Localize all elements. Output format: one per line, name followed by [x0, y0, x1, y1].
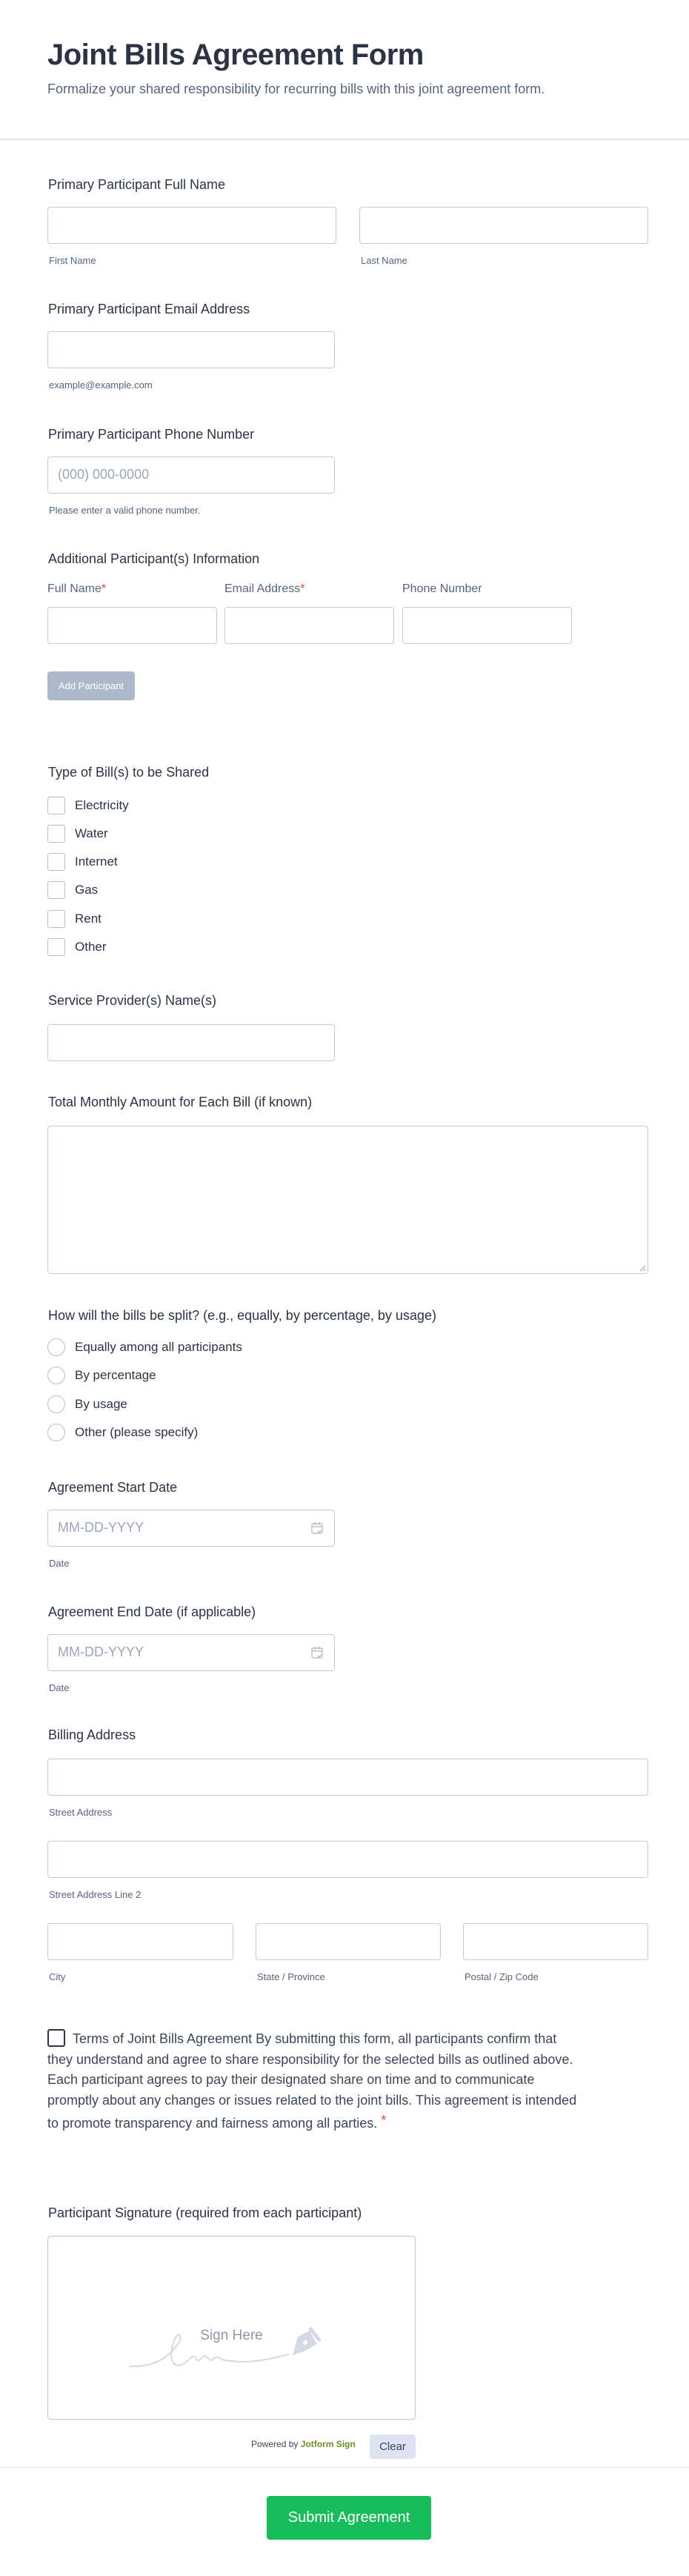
- radio-circle[interactable]: [47, 1395, 65, 1413]
- powered-by: Powered by Jotform Sign: [251, 2439, 356, 2449]
- primary-phone-label: Primary Participant Phone Number: [48, 427, 255, 442]
- radio-other[interactable]: Other (please specify): [47, 1424, 198, 1441]
- checkbox-box[interactable]: [47, 938, 65, 956]
- radio-circle[interactable]: [47, 1338, 65, 1356]
- add-participant-button[interactable]: Add Participant: [47, 671, 135, 700]
- providers-label: Service Provider(s) Name(s): [48, 993, 217, 1008]
- required-mark: *: [381, 2113, 387, 2128]
- state-input[interactable]: [256, 1923, 441, 1960]
- checkbox-water[interactable]: Water: [47, 825, 108, 843]
- end-date-placeholder: MM-DD-YYYY: [58, 1644, 144, 1659]
- submit-button[interactable]: Submit Agreement: [267, 2496, 431, 2540]
- checkbox-other[interactable]: Other: [47, 938, 107, 956]
- resize-handle-icon[interactable]: [639, 1264, 646, 1272]
- signature-label: Participant Signature (required from each participant): [48, 2205, 362, 2220]
- calendar-icon[interactable]: [310, 1646, 324, 1659]
- checkbox-box[interactable]: [47, 797, 65, 814]
- city-sublabel: City: [49, 1971, 66, 1982]
- zip-sublabel: Postal / Zip Code: [465, 1971, 539, 1982]
- participant-name-input[interactable]: [47, 607, 217, 644]
- split-label: How will the bills be split? (e.g., equally, by percentage, by usage): [48, 1308, 436, 1323]
- city-input[interactable]: [47, 1923, 233, 1960]
- amounts-label: Total Monthly Amount for Each Bill (if known): [48, 1095, 313, 1109]
- phone-placeholder: (000) 000-0000: [58, 467, 150, 482]
- col-phone: Phone Number: [402, 582, 482, 595]
- form-title: Joint Bills Agreement Form: [47, 39, 424, 71]
- street-input[interactable]: [47, 1759, 648, 1796]
- last-name-sublabel: Last Name: [361, 255, 407, 266]
- zip-input[interactable]: [463, 1923, 648, 1960]
- form-subtitle: Formalize your shared responsibility for recurring bills with this joint agreement form.: [47, 82, 545, 96]
- col-full-name: Full Name*: [47, 582, 107, 595]
- radio-percentage[interactable]: By percentage: [47, 1367, 156, 1384]
- terms-checkbox[interactable]: [47, 2029, 65, 2047]
- amounts-textarea[interactable]: [47, 1126, 648, 1274]
- checkbox-box[interactable]: [47, 825, 65, 843]
- clear-signature-button[interactable]: Clear: [370, 2434, 416, 2459]
- address-label: Billing Address: [48, 1727, 136, 1742]
- signature-pad[interactable]: [47, 2236, 416, 2420]
- terms-checkbox-field: [47, 2029, 581, 2134]
- start-date-placeholder: MM-DD-YYYY: [58, 1520, 144, 1535]
- start-date-input[interactable]: [47, 1510, 335, 1547]
- checkbox-gas[interactable]: Gas: [47, 881, 98, 899]
- header-divider: [0, 139, 689, 140]
- street-sublabel: Street Address: [49, 1807, 113, 1818]
- street2-sublabel: Street Address Line 2: [49, 1889, 142, 1900]
- terms-text: Terms of Joint Bills Agreement By submitting this form, all participants confirm that they understand and agree to share responsibility for the selected bills as outlined above. Each participant agrees to pay their designated share on time and to communicate promptly about any changes or issues related to the joint bills. This agreement is intended to promote transparency and fairness among all parties.: [47, 2031, 577, 2131]
- phone-sublabel: Please enter a valid phone number.: [49, 505, 201, 516]
- radio-equally[interactable]: Equally among all participants: [47, 1338, 242, 1356]
- email-sublabel: example@example.com: [49, 379, 153, 391]
- phone-input[interactable]: [47, 457, 335, 494]
- col-email: Email Address*: [224, 582, 305, 595]
- start-date-sublabel: Date: [49, 1558, 70, 1569]
- footer-divider: [0, 2467, 689, 2468]
- checkbox-electricity[interactable]: Electricity: [47, 797, 129, 814]
- primary-email-label: Primary Participant Email Address: [48, 302, 250, 316]
- checkbox-internet[interactable]: Internet: [47, 853, 118, 871]
- street2-input[interactable]: [47, 1841, 648, 1878]
- calendar-icon[interactable]: [310, 1521, 324, 1535]
- bill-types-label: Type of Bill(s) to be Shared: [48, 765, 210, 780]
- end-date-label: Agreement End Date (if applicable): [48, 1604, 256, 1619]
- jotform-sign-link[interactable]: Jotform Sign: [300, 2439, 356, 2449]
- state-sublabel: State / Province: [257, 1971, 325, 1982]
- checkbox-box[interactable]: [47, 881, 65, 899]
- last-name-input[interactable]: [359, 207, 648, 244]
- start-date-label: Agreement Start Date: [48, 1480, 178, 1495]
- checkbox-rent[interactable]: Rent: [47, 910, 101, 928]
- radio-usage[interactable]: By usage: [47, 1395, 127, 1413]
- sign-here-text: Sign Here: [200, 2328, 263, 2343]
- primary-name-label: Primary Participant Full Name: [48, 177, 226, 192]
- participant-phone-input[interactable]: [402, 607, 572, 644]
- radio-circle[interactable]: [47, 1367, 65, 1384]
- first-name-input[interactable]: [47, 207, 336, 244]
- first-name-sublabel: First Name: [49, 255, 96, 266]
- end-date-input[interactable]: [47, 1634, 335, 1671]
- signature-pen-icon: [126, 2322, 333, 2377]
- checkbox-box[interactable]: [47, 910, 65, 928]
- additional-label: Additional Participant(s) Information: [48, 551, 260, 566]
- checkbox-box[interactable]: [47, 853, 65, 871]
- end-date-sublabel: Date: [49, 1682, 70, 1693]
- radio-circle[interactable]: [47, 1424, 65, 1441]
- email-input[interactable]: [47, 331, 335, 368]
- participant-email-input[interactable]: [224, 607, 394, 644]
- providers-input[interactable]: [47, 1024, 335, 1061]
